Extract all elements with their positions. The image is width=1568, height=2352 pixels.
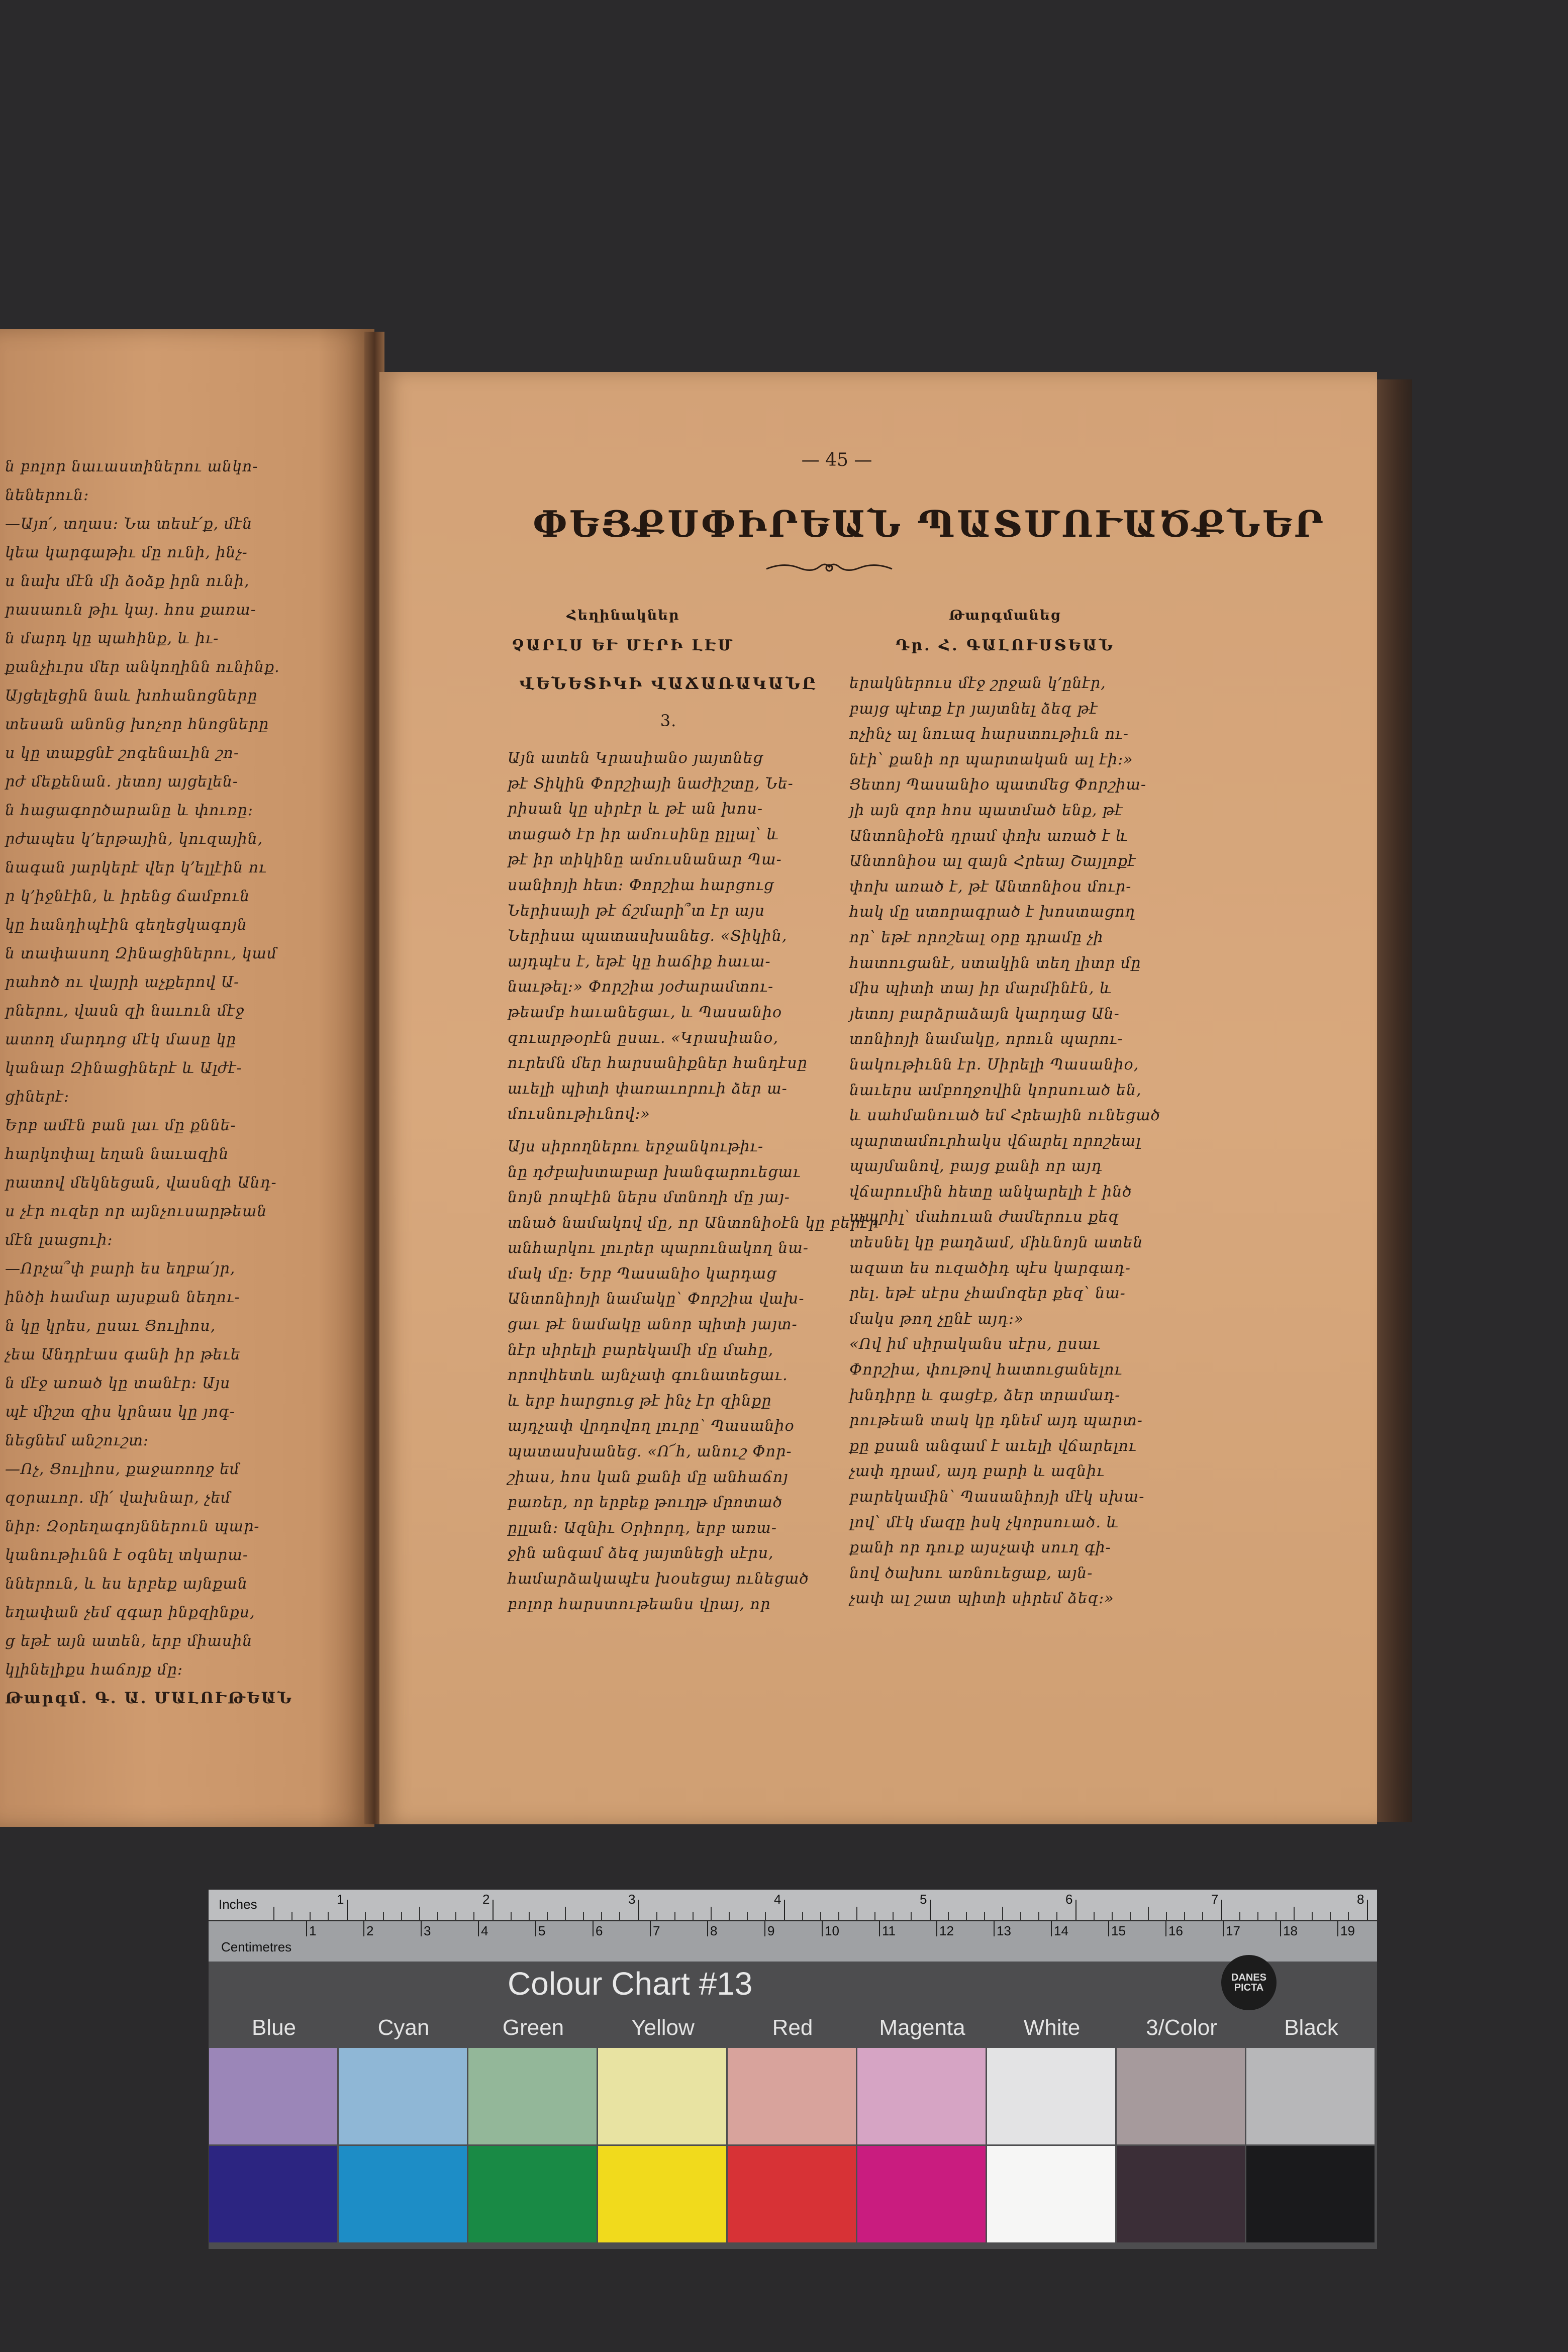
text-line: ապրիլ՝ մահուան ժամերուս քեզ — [849, 1208, 1119, 1226]
swatch-label: Yellow — [631, 2015, 695, 2040]
cm-tick-label: 13 — [997, 1923, 1011, 1938]
cm-tick — [879, 1921, 880, 1936]
left-page-text — [5, 452, 352, 1713]
text-line: նով ծախու առնուեցաք, այն- — [849, 1564, 1093, 1582]
swatch-dark — [857, 2146, 986, 2242]
text-line: ըլլան։ Ազնիւ Օրիորդ, երբ առա- — [508, 1519, 777, 1537]
text-line: րներու, վասն զի նաւուն մէջ — [5, 1002, 245, 1020]
text-line: ն մէջ առած կը տանէր։ Այս — [5, 1375, 231, 1392]
inch-minor-tick — [693, 1912, 694, 1920]
inch-minor-tick — [1348, 1912, 1349, 1920]
inch-minor-tick — [838, 1912, 839, 1920]
text-line: զուարթօրէն ըսաւ. «Կրասիանօ, — [508, 1029, 778, 1047]
text-line: Այն ատեն Կրասիանօ յայտնեց — [508, 749, 763, 767]
cm-tick-label: 10 — [825, 1923, 839, 1938]
text-line: ն տափասող Զինացիներու, կամ — [5, 945, 277, 962]
inch-minor-tick — [601, 1912, 602, 1920]
inch-minor-tick — [802, 1912, 803, 1920]
inch-minor-tick — [473, 1912, 474, 1920]
text-line: ս չէր ուզեր որ այնչուսարթեան — [5, 1203, 267, 1220]
cm-tick-label: 2 — [366, 1923, 374, 1938]
inch-ruler — [209, 1890, 1377, 1921]
inch-minor-tick — [966, 1912, 967, 1920]
text-line: քանչիւրս մեր անկողինն ունինք. — [5, 658, 280, 676]
text-line: աւելի պիտի փառաւորուի ձեր ա- — [508, 1080, 788, 1098]
inch-minor-tick — [529, 1912, 530, 1920]
cm-tick — [822, 1921, 823, 1936]
swatch-label: Magenta — [879, 2015, 965, 2040]
swatch-light — [857, 2048, 986, 2144]
text-column-right — [849, 671, 1171, 1612]
text-line: հատուցանէ, ստակին տեղ լիտր մը — [849, 954, 1141, 972]
text-line: րութեան տակ կը դնեմ այդ պարտ- — [849, 1412, 1143, 1430]
page-number: — 45 — — [801, 450, 872, 470]
cm-tick-label: 1 — [309, 1923, 317, 1938]
colour-chart — [209, 1890, 1377, 2249]
text-line: մուսնութիւնով։» — [508, 1105, 650, 1123]
inch-minor-tick — [1330, 1912, 1331, 1920]
text-line: որովհետև այնչափ գունատեցաւ. — [508, 1366, 788, 1385]
text-line: նեցնեմ անշուշտ։ — [5, 1432, 149, 1449]
swatch-light — [987, 2048, 1115, 2144]
cm-tick-label: 4 — [481, 1923, 488, 1938]
text-line: րժ մեքենան. յետոյ այցելեն- — [5, 773, 239, 791]
inch-minor-tick — [1002, 1907, 1003, 1920]
text-line: ն կը կրես, ըսաւ Ցուլիոս, — [5, 1317, 216, 1335]
inch-minor-tick — [583, 1912, 584, 1920]
text-line: թէ իր տիկինը ամուսնանար Պա- — [508, 851, 782, 869]
text-line: պատասխանեց. «Ո՜հ, անուշ Փոր- — [508, 1443, 792, 1461]
swatch-label: Green — [502, 2015, 564, 2040]
swatch-light — [468, 2048, 597, 2144]
author-names: ՉԱՐԼՍ ԵՒ ՄԷՐԻ ԼԷՄ — [512, 637, 735, 654]
text-line: ններուն, և ես երբեք այնքան — [5, 1575, 248, 1593]
cm-tick-label: 7 — [653, 1923, 660, 1938]
inch-tick — [1367, 1900, 1368, 1920]
swatch-label: Cyan — [377, 2015, 430, 2040]
cm-tick-label: 12 — [939, 1923, 954, 1938]
cm-tick — [306, 1921, 307, 1936]
cm-tick — [1165, 1921, 1166, 1936]
ornament-divider — [764, 558, 895, 578]
cm-tick-label: 6 — [596, 1923, 603, 1938]
inch-minor-tick — [656, 1912, 657, 1920]
inch-minor-tick — [1130, 1912, 1131, 1920]
page-title: ՓԵՅՔՍՓԻՐԵԱՆ ՊԱՏՄՈՒԱԾՔՆԵՐ — [533, 503, 1326, 545]
text-line: քանի որ դուք այսչափ սուղ գի- — [849, 1539, 1111, 1557]
swatch-label: Black — [1284, 2015, 1338, 2040]
inch-minor-tick — [1202, 1912, 1203, 1920]
text-line: Այս սիրողներու երջանկութիւ- — [508, 1137, 764, 1155]
text-line: Անտոնիոյի նամակը՝ Փորշիա վախ- — [508, 1290, 805, 1308]
cm-tick — [1108, 1921, 1109, 1936]
text-line: ց եթէ այն ատեն, երբ միասին — [5, 1632, 253, 1650]
text-line: կը հանդիպէին գեղեցկագոյն — [5, 916, 247, 934]
inch-minor-tick — [455, 1912, 456, 1920]
text-line: խնդիրը և գացէք, ձեր տրամադ- — [849, 1386, 1121, 1404]
inch-minor-tick — [1312, 1912, 1313, 1920]
author-label: Հեղինակներ — [566, 608, 680, 623]
text-line: յի այն զոր հոս պատմած ենք, թէ — [849, 801, 1123, 819]
inch-minor-tick — [310, 1912, 311, 1920]
text-line: հակ մը ստորագրած է խոստացող — [849, 903, 1135, 921]
inch-minor-tick — [547, 1912, 548, 1920]
inch-minor-tick — [765, 1912, 766, 1920]
text-line: Անտոնիօէն դրամ փոխ առած է և — [849, 827, 1128, 845]
text-line: պարտամուրհակս վճարել որոշեալ — [849, 1132, 1141, 1150]
inch-minor-tick — [401, 1912, 402, 1920]
text-line: —Այո՛, տղաս։ Նա տեսէ՛ք, մէն — [5, 515, 253, 533]
text-line: միս պիտի տայ իր մարմինէն, և — [849, 979, 1112, 998]
inch-tick — [638, 1900, 639, 1920]
text-line: այդպէս է, եթէ կը հաճիք հաւա- — [508, 952, 771, 970]
translator-label: Թարգմանեց — [949, 608, 1061, 623]
text-line: շիաս, հոս կան քանի մը անհաճոյ — [508, 1468, 789, 1486]
text-line: ինծի համար այսքան նեղու- — [5, 1289, 240, 1306]
swatch-dark — [728, 2146, 856, 2242]
text-line: որ՝ եթէ որոշեալ օրը դրամը չի — [849, 928, 1104, 946]
inch-minor-tick — [893, 1912, 894, 1920]
text-line: կեա կարգաթիւ մը ունի, ինչ- — [5, 544, 248, 561]
cm-tick — [936, 1921, 937, 1936]
text-line: բոլոր հարստութեանս վրայ, որ — [508, 1595, 771, 1613]
cm-tick-label: 19 — [1340, 1923, 1355, 1938]
swatch-light — [209, 2048, 337, 2144]
text-line: մէն լսացուի։ — [5, 1231, 113, 1249]
cm-tick — [1337, 1921, 1338, 1936]
swatch-dark — [598, 2146, 726, 2242]
text-line: բայց պէտք էր յայտնել ձեզ թէ — [849, 700, 1098, 718]
translator-block — [849, 601, 1161, 661]
inch-tick-label: 6 — [1065, 1892, 1073, 1907]
chart-title: Colour Chart #13 — [508, 1966, 753, 2002]
text-line: նէի՝ քանի որ պարտական ալ էի։» — [849, 750, 1133, 768]
text-line: թէ Տիկին Փորշիայի նաժիշտը, Նե- — [508, 774, 794, 793]
text-line: րատով մեկնեցան, վասնզի Անդ- — [5, 1174, 277, 1192]
text-line: և երբ հարցուց թէ ինչ էր զինքը — [508, 1392, 772, 1410]
text-line: տնած նամակով մը, որ Անտոնիօէն կը բերէր — [508, 1214, 879, 1232]
text-column-left — [508, 668, 879, 1617]
text-line: ցաւ թէ նամակը անոր պիտի յայտ- — [508, 1316, 798, 1334]
inch-minor-tick — [437, 1912, 438, 1920]
inch-tick-label: 5 — [920, 1892, 927, 1907]
author-block — [467, 601, 779, 661]
swatch-dark — [209, 2146, 337, 2242]
inch-minor-tick — [820, 1912, 821, 1920]
inch-minor-tick — [1112, 1912, 1113, 1920]
inch-minor-tick — [874, 1912, 875, 1920]
inch-minor-tick — [273, 1907, 274, 1920]
text-line: —Ոչ, Ցուլիոս, քաջառողջ եմ — [5, 1460, 240, 1478]
text-line: ատող մարդոց մէկ մասը կը — [5, 1031, 237, 1048]
text-line: րասաուն թիւ կայ. հոս քառա- — [5, 601, 256, 619]
inch-minor-tick — [511, 1912, 512, 1920]
text-line: նագան յարկերէ վեր կ՚ելլէին ու — [5, 859, 267, 876]
text-line: Այցելեցին նաև խոհանոցները — [5, 687, 258, 705]
text-line: կանար Զինացիներէ և Ալժէ- — [5, 1059, 242, 1077]
inch-tick-label: 7 — [1211, 1892, 1219, 1907]
text-line: —Որչա՞փ բարի ես եղբա՛յր, — [5, 1260, 236, 1278]
text-line: կլինելիքս հաճոյք մը։ — [5, 1661, 183, 1679]
swatch-dark — [468, 2146, 597, 2242]
text-line: նաւերս ամբողջովին կորսուած են, — [849, 1081, 1142, 1099]
inch-minor-tick — [565, 1907, 566, 1920]
swatch-light — [1117, 2048, 1245, 2144]
inch-minor-tick — [747, 1912, 748, 1920]
swatch-label: White — [1023, 2015, 1081, 2040]
text-line: տոնիոյի նամակը, որուն պարու- — [849, 1030, 1123, 1048]
text-line: քը քսան անգամ է աւելի վճարելու — [849, 1437, 1137, 1455]
inch-minor-tick — [1257, 1912, 1258, 1920]
text-line: ջին անգամ ձեզ յայտնեցի սէրս, — [508, 1544, 774, 1562]
text-line: Ներիսայի թէ ճշմարի՞տ էր այս — [508, 902, 765, 920]
text-line: վճարումին հետը անկարելի է ինծ — [849, 1183, 1132, 1201]
logo-text: DANES PICTA — [1231, 1972, 1266, 1993]
inch-tick — [493, 1900, 494, 1920]
inch-minor-tick — [1020, 1912, 1021, 1920]
inch-tick-label: 4 — [774, 1892, 781, 1907]
swatch-dark — [1117, 2146, 1245, 2242]
text-line: և սահմանուած եմ Հրեային ունեցած — [849, 1107, 1161, 1125]
text-line: անհարկու լուրեր պարունակող նա- — [508, 1239, 809, 1257]
cm-tick — [650, 1921, 651, 1936]
inch-tick — [1221, 1900, 1222, 1920]
cm-tick-label: 9 — [767, 1923, 775, 1938]
swatch-label: Blue — [251, 2015, 297, 2040]
inch-minor-tick — [419, 1907, 420, 1920]
text-line: եղափան չեմ զգար ինքզինքս, — [5, 1604, 255, 1621]
text-line: ն մարդ կը պահինք, և իւ- — [5, 630, 219, 647]
cm-tick — [535, 1921, 536, 1936]
text-line: պէ միշտ զիս կրնաս կը յոգ- — [5, 1403, 235, 1421]
inch-minor-tick — [1056, 1912, 1057, 1920]
text-line: ն հացագործարանը և փուռը։ — [5, 802, 253, 819]
text-line: նը դժբախտաբար խանգարուեցաւ — [508, 1163, 801, 1181]
inch-tick-label: 2 — [482, 1892, 490, 1907]
text-line: փոխ առած է, թէ Անտոնիօս մուր- — [849, 877, 1132, 896]
inch-minor-tick — [383, 1912, 384, 1920]
text-line: ն բոլոր նաւաստիներու անկո- — [5, 458, 258, 475]
inch-minor-tick — [1294, 1907, 1295, 1920]
inch-minor-tick — [328, 1912, 329, 1920]
inch-tick — [930, 1900, 931, 1920]
inch-minor-tick — [1038, 1912, 1039, 1920]
text-line: ցիներէ։ — [5, 1088, 70, 1106]
inch-tick-label: 1 — [337, 1892, 344, 1907]
paragraph-gap — [508, 1127, 829, 1134]
cm-tick — [1223, 1921, 1224, 1936]
cm-tick-label: 8 — [710, 1923, 718, 1938]
text-line: սանիոյի հետ։ Փորշիա հարցուց — [508, 876, 774, 894]
swatch-labels — [209, 2015, 1377, 2045]
section-number: 3. — [660, 711, 677, 730]
text-line: րել. եթէ սէրս չհամոզեր քեզ՝ նա- — [849, 1285, 1126, 1303]
cm-tick-label: 15 — [1111, 1923, 1126, 1938]
text-line: Ներիսա պատասխանեց. «Տիկին, — [508, 927, 788, 945]
text-line: երակներուս մէջ շրջան կ՚ընէր, — [849, 674, 1106, 692]
text-line: րահոծ ու վայրի աչքերով Ա- — [5, 973, 240, 991]
swatch-dark — [1246, 2146, 1375, 2242]
text-line: մակ մը։ Երբ Պասանիօ կարդաց — [508, 1264, 777, 1283]
swatch-light — [339, 2048, 467, 2144]
text-line: ս կը տաքցնէ շոգենաւին շո- — [5, 744, 240, 762]
cm-tick — [707, 1921, 708, 1936]
text-line: Ցետոյ Պասանիօ պատմեց Փորշիա- — [849, 776, 1147, 794]
text-line: Երբ ամէն բան լաւ մը քննե- — [5, 1117, 236, 1134]
text-line: հարկոփալ եղան նաւազին — [5, 1145, 229, 1163]
cm-tick — [363, 1921, 364, 1936]
text-line: մակս թող չընէ այդ։» — [849, 1310, 1024, 1328]
translator-name: Դր. Հ. ԳԱԼՈՒՍՏԵԱՆ — [896, 637, 1115, 654]
inch-tick — [1075, 1900, 1076, 1920]
text-line: ազատ ես ուզածիդ պէս կարգադ- — [849, 1259, 1131, 1277]
swatch-light — [728, 2048, 856, 2144]
inch-minor-tick — [1094, 1912, 1095, 1920]
book-cover-edge — [1377, 379, 1412, 1822]
text-line: րժապես կ՚երթային, կուզային, — [5, 830, 263, 848]
section-title: ՎԵՆԵՏԻԿԻ ՎԱՃԱՌԱԿԱՆԸ — [519, 674, 818, 693]
text-line: ր կ՚իջնէին, և իրենց ճամբուն — [5, 888, 250, 905]
cm-tick-label: 17 — [1226, 1923, 1240, 1938]
inch-ruler-label: Inches — [219, 1897, 257, 1912]
text-line: րիսան կը սիրէր և թէ ան խոս- — [508, 800, 763, 818]
inch-minor-tick — [365, 1912, 366, 1920]
cm-tick-label: 5 — [538, 1923, 546, 1938]
swatch-label: 3/Color — [1146, 2015, 1217, 2040]
text-line: տեսան անոնց խոչոր հնոցները — [5, 716, 269, 733]
swatch-dark — [339, 2146, 467, 2242]
inch-tick-label: 8 — [1357, 1892, 1364, 1907]
text-line: զօրաւոր. մի՛ վախնար, չեմ — [5, 1489, 231, 1507]
inch-minor-tick — [1184, 1912, 1185, 1920]
cm-ruler-label: Centimetres — [221, 1939, 292, 1954]
inch-minor-tick — [1166, 1912, 1167, 1920]
text-line: ոչինչ ալ նուազ հարստութիւն ու- — [849, 725, 1129, 743]
inch-minor-tick — [1276, 1912, 1277, 1920]
danes-picta-logo — [1221, 1955, 1277, 2010]
inch-minor-tick — [911, 1912, 912, 1920]
cm-tick — [593, 1921, 594, 1936]
inch-tick — [347, 1900, 348, 1920]
inch-minor-tick — [948, 1912, 949, 1920]
cm-tick-label: 18 — [1283, 1923, 1298, 1938]
cm-tick-label: 11 — [882, 1923, 896, 1938]
text-line: բառեր, որ երբեք թուղթ մրոտած — [508, 1494, 783, 1512]
inch-tick-label: 3 — [628, 1892, 636, 1907]
inch-minor-tick — [711, 1907, 712, 1920]
text-line: նոյն րոպէին ներս մտնողի մը յայ- — [508, 1189, 790, 1207]
text-line: համարձակապէս խօսեցայ ունեցած — [508, 1570, 809, 1588]
text-line: բարեկամին՝ Պասանիոյի մէկ սխա- — [849, 1488, 1145, 1506]
text-line: նիր։ Զօրեղագոյններուն պար- — [5, 1518, 260, 1535]
text-line: չափ ալ շատ պիտի սիրեմ ձեզ։» — [849, 1590, 1114, 1608]
text-line: Փորշիա, փութով հատուցանելու — [849, 1361, 1123, 1379]
inch-minor-tick — [984, 1912, 985, 1920]
text-line: լով՝ մէկ մազը իսկ չկորսուած. և — [849, 1513, 1119, 1531]
inch-minor-tick — [619, 1912, 620, 1920]
text-line: ս նախ մէն մի ձօձք իրն ունի, — [5, 572, 250, 590]
cm-tick — [764, 1921, 765, 1936]
cm-tick — [1051, 1921, 1052, 1936]
inch-minor-tick — [856, 1907, 857, 1920]
text-line: կանութիւնն է օգնել տկարա- — [5, 1546, 248, 1564]
inch-minor-tick — [1239, 1912, 1240, 1920]
translator-signature: Թարգմ. Գ. Ա. ՄԱԼՈՒԹԵԱՆ — [5, 1689, 293, 1707]
left-page — [0, 329, 374, 1827]
cm-tick-label: 16 — [1168, 1923, 1183, 1938]
text-line: նէր սիրելի բարեկամի մը մահը, — [508, 1341, 774, 1359]
text-line: տացած էր իր ամուսինը ըլլալ՝ և — [508, 825, 779, 843]
text-line: ուրեմն մեր հարսանիքներ հանդէսը — [508, 1054, 808, 1072]
centimetre-ruler — [209, 1921, 1377, 1962]
swatch-label: Red — [772, 2015, 813, 2040]
inch-tick — [784, 1900, 785, 1920]
swatch-light — [1246, 2048, 1375, 2144]
text-line: «Ով իմ սիրականս սէրս, ըսաւ — [849, 1335, 1101, 1353]
text-line: պայմանով, բայց քանի որ այդ — [849, 1157, 1103, 1175]
cm-tick — [994, 1921, 995, 1936]
inch-minor-tick — [674, 1912, 675, 1920]
inch-minor-tick — [1148, 1907, 1149, 1920]
inch-minor-tick — [291, 1912, 292, 1920]
text-line: չեա Անդրէաս գանի իր թեւե — [5, 1346, 241, 1363]
text-line: այդչափ վրդովող լուրը՝ Պասանիօ — [508, 1417, 795, 1435]
swatch-light — [598, 2048, 726, 2144]
swatch-dark — [987, 2146, 1115, 2242]
text-line: թեամբ հաւանեցաւ, և Պասանիօ — [508, 1003, 782, 1021]
text-line: չափ դրամ, այդ բարի և ազնիւ — [849, 1462, 1105, 1481]
text-line: նակութիւնն էր. Սիրելի Պասանիօ, — [849, 1055, 1139, 1073]
inch-minor-tick — [729, 1912, 730, 1920]
text-line: տեսնել կը բաղձամ, միևնոյն ատեն — [849, 1234, 1143, 1252]
cm-tick-label: 3 — [424, 1923, 431, 1938]
text-line: նաւթել։» Փորշիա յօժարամտու- — [508, 978, 774, 996]
cm-tick — [421, 1921, 422, 1936]
text-line: յետոյ բարձրաձայն կարդաց Ան- — [849, 1005, 1120, 1023]
text-line: Անտոնիօս ալ զայն Հրեայ Շայլոքէ — [849, 852, 1136, 870]
cm-tick-label: 14 — [1054, 1923, 1068, 1938]
cm-tick — [1280, 1921, 1281, 1936]
text-line: նեներուն։ — [5, 486, 89, 504]
cm-tick — [478, 1921, 479, 1936]
